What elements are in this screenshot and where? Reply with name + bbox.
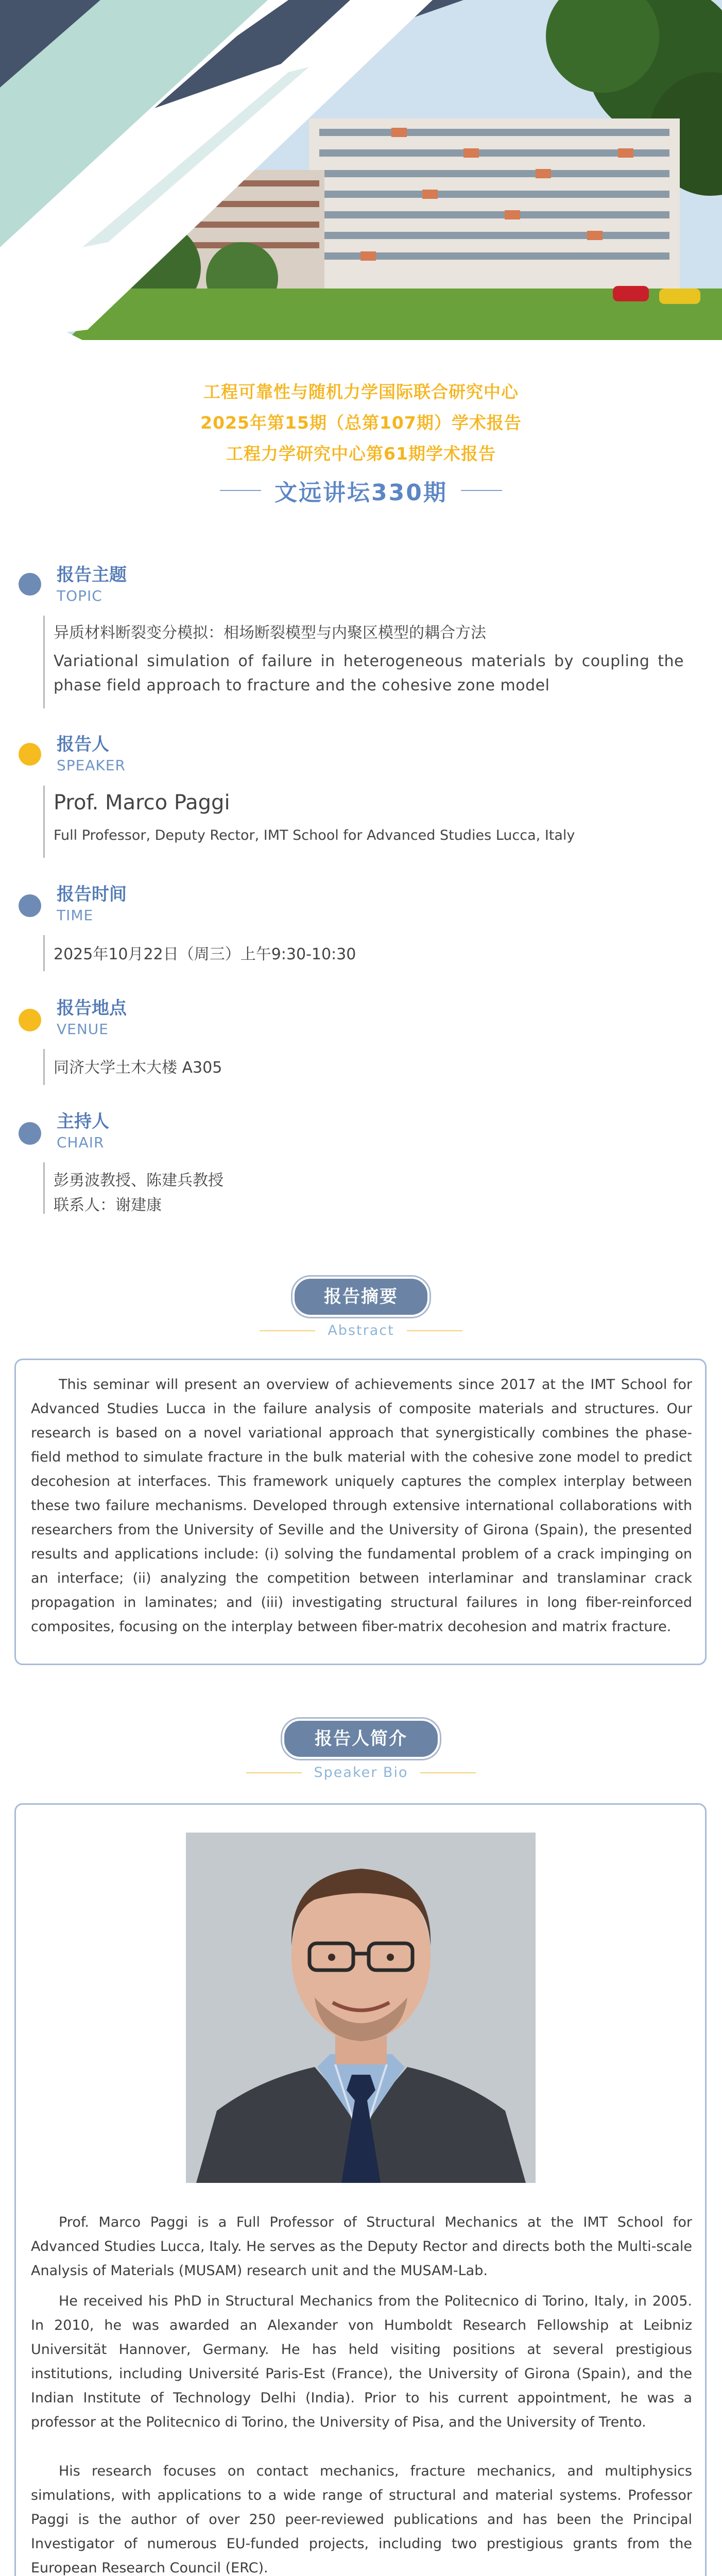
forum-title-row [0,474,722,507]
time-bullet [19,894,41,917]
topic-rule [43,616,45,708]
abstract-subtitle-row [0,1323,722,1338]
speaker-position: Full Professor, Deputy Rector, IMT School for Advanced Studies Lucca, Italy [54,827,575,843]
speaker-label: 报告人 [57,734,109,755]
speaker-photo [186,1833,536,2183]
venue-value: 同济大学土木大楼 A305 [54,1059,222,1077]
abstract-heading: 报告摘要 [293,1277,429,1317]
divider-right [420,1772,476,1773]
time-rule [43,935,45,971]
abstract-subtitle: Abstract [328,1323,394,1338]
seminar-number: 2025年第15期（总第107期）学术报告 [200,413,522,433]
chair-label: 主持人 [57,1111,109,1132]
bio-paragraph: Prof. Marco Paggi is a Full Professor of Structural Mechanics at the IMT School for Advanced Studies Lucca, Italy. He serves as the Deputy Rector and directs both the Multi-scale Analysis of Materials (MUSAM) research unit and the MUSAM-Lab. [31,2214,692,2279]
abstract-text: This seminar will present an overview of achievements since 2017 at the IMT School for Advanced Studies Lucca in the failure analysis of composite materials and structures. Our research is based on a novel variational approach that synergistically combines the phase-field method to simulate fracture in the bulk material with the cohesive zone model to predict decohesion at interfaces. This framework uniquely captures the complex interplay between these two failure mechanisms. Developed through extensive international collaborations with researchers from the University of Seville and the University of Girona (Spain), the presented results and applications include: (i) solving the fundamental problem of a crack impinging on an interface; (ii) analyzing the competition between interlaminar and translaminar crack propagation in laminates; and (iii) investigating structural failures in long fiber-reinforced composites, focusing on the interplay between fiber-matrix decohesion and matrix fracture. [31,1377,692,1635]
org-title: 工程可靠性与随机力学国际联合研究中心 [203,382,519,402]
bio-subtitle: Speaker Bio [314,1765,408,1781]
speaker-rule [43,786,45,858]
chair-contact: 联系人：谢建康 [54,1196,162,1214]
topic-bullet [19,573,41,596]
speaker-label-en: SPEAKER [57,757,126,774]
divider-left [260,1330,315,1331]
topic-title-zh: 异质材料断裂变分模拟：相场断裂模型与内聚区模型的耦合方法 [54,624,486,642]
speaker-bullet [19,743,41,766]
time-value: 2025年10月22日（周三）上午9:30-10:30 [54,945,356,963]
header-banner [0,0,722,371]
topic-title-en: Variational simulation of failure in heterogeneous materials by coupling the phase field approach to fracture and the cohesive zone model [54,652,684,694]
divider-left [220,490,261,491]
time-label: 报告时间 [57,884,127,905]
divider-right [407,1330,462,1331]
bio-subtitle-row [0,1765,722,1781]
chair-bullet [19,1122,41,1145]
time-label-en: TIME [57,907,94,924]
forum-title: 文远讲坛330期 [274,480,448,506]
chair-hosts: 彭勇波教授、陈建兵教授 [54,1172,224,1190]
venue-label-en: VENUE [57,1021,109,1038]
bio-paragraph: He received his PhD in Structural Mechanics from the Politecnico di Torino, Italy, in 2005. In 2010, he was awarded an Alexander von Humboldt Research Fellowship at Leibniz Universität Hannover, Germany. He has held visiting positions at several prestigious institutions, including Université Paris-Est (France), the University of Girona (Spain), and the Indian Institute of Technology Delhi (India). Prior to his current appointment, he was a professor at the Politecnico di Torino, the University of Pisa, and the University of Trento. [31,2293,692,2430]
venue-label: 报告地点 [57,998,127,1019]
divider-left [246,1772,302,1773]
speaker-name: Prof. Marco Paggi [54,791,230,815]
center-seminar-number: 工程力学研究中心第61期学术报告 [226,444,496,464]
venue-bullet [19,1009,41,1031]
chair-label-en: CHAIR [57,1134,105,1151]
building [309,118,680,289]
topic-label: 报告主题 [57,565,127,585]
chair-rule [43,1162,45,1214]
venue-rule [43,1049,45,1085]
topic-label-en: TOPIC [57,587,102,604]
divider-right [461,490,502,491]
bio-heading: 报告人简介 [282,1719,440,1759]
bio-paragraph: His research focuses on contact mechanics, fracture mechanics, and multiphysics simulations, with applications to a wide range of structural and material systems. Professor Paggi is the author of over 250 peer-reviewed publications and has been the Principal Investigator of numerous EU-funded projects, including two prestigious grants from the European Research Council (ERC). [31,2463,692,2576]
